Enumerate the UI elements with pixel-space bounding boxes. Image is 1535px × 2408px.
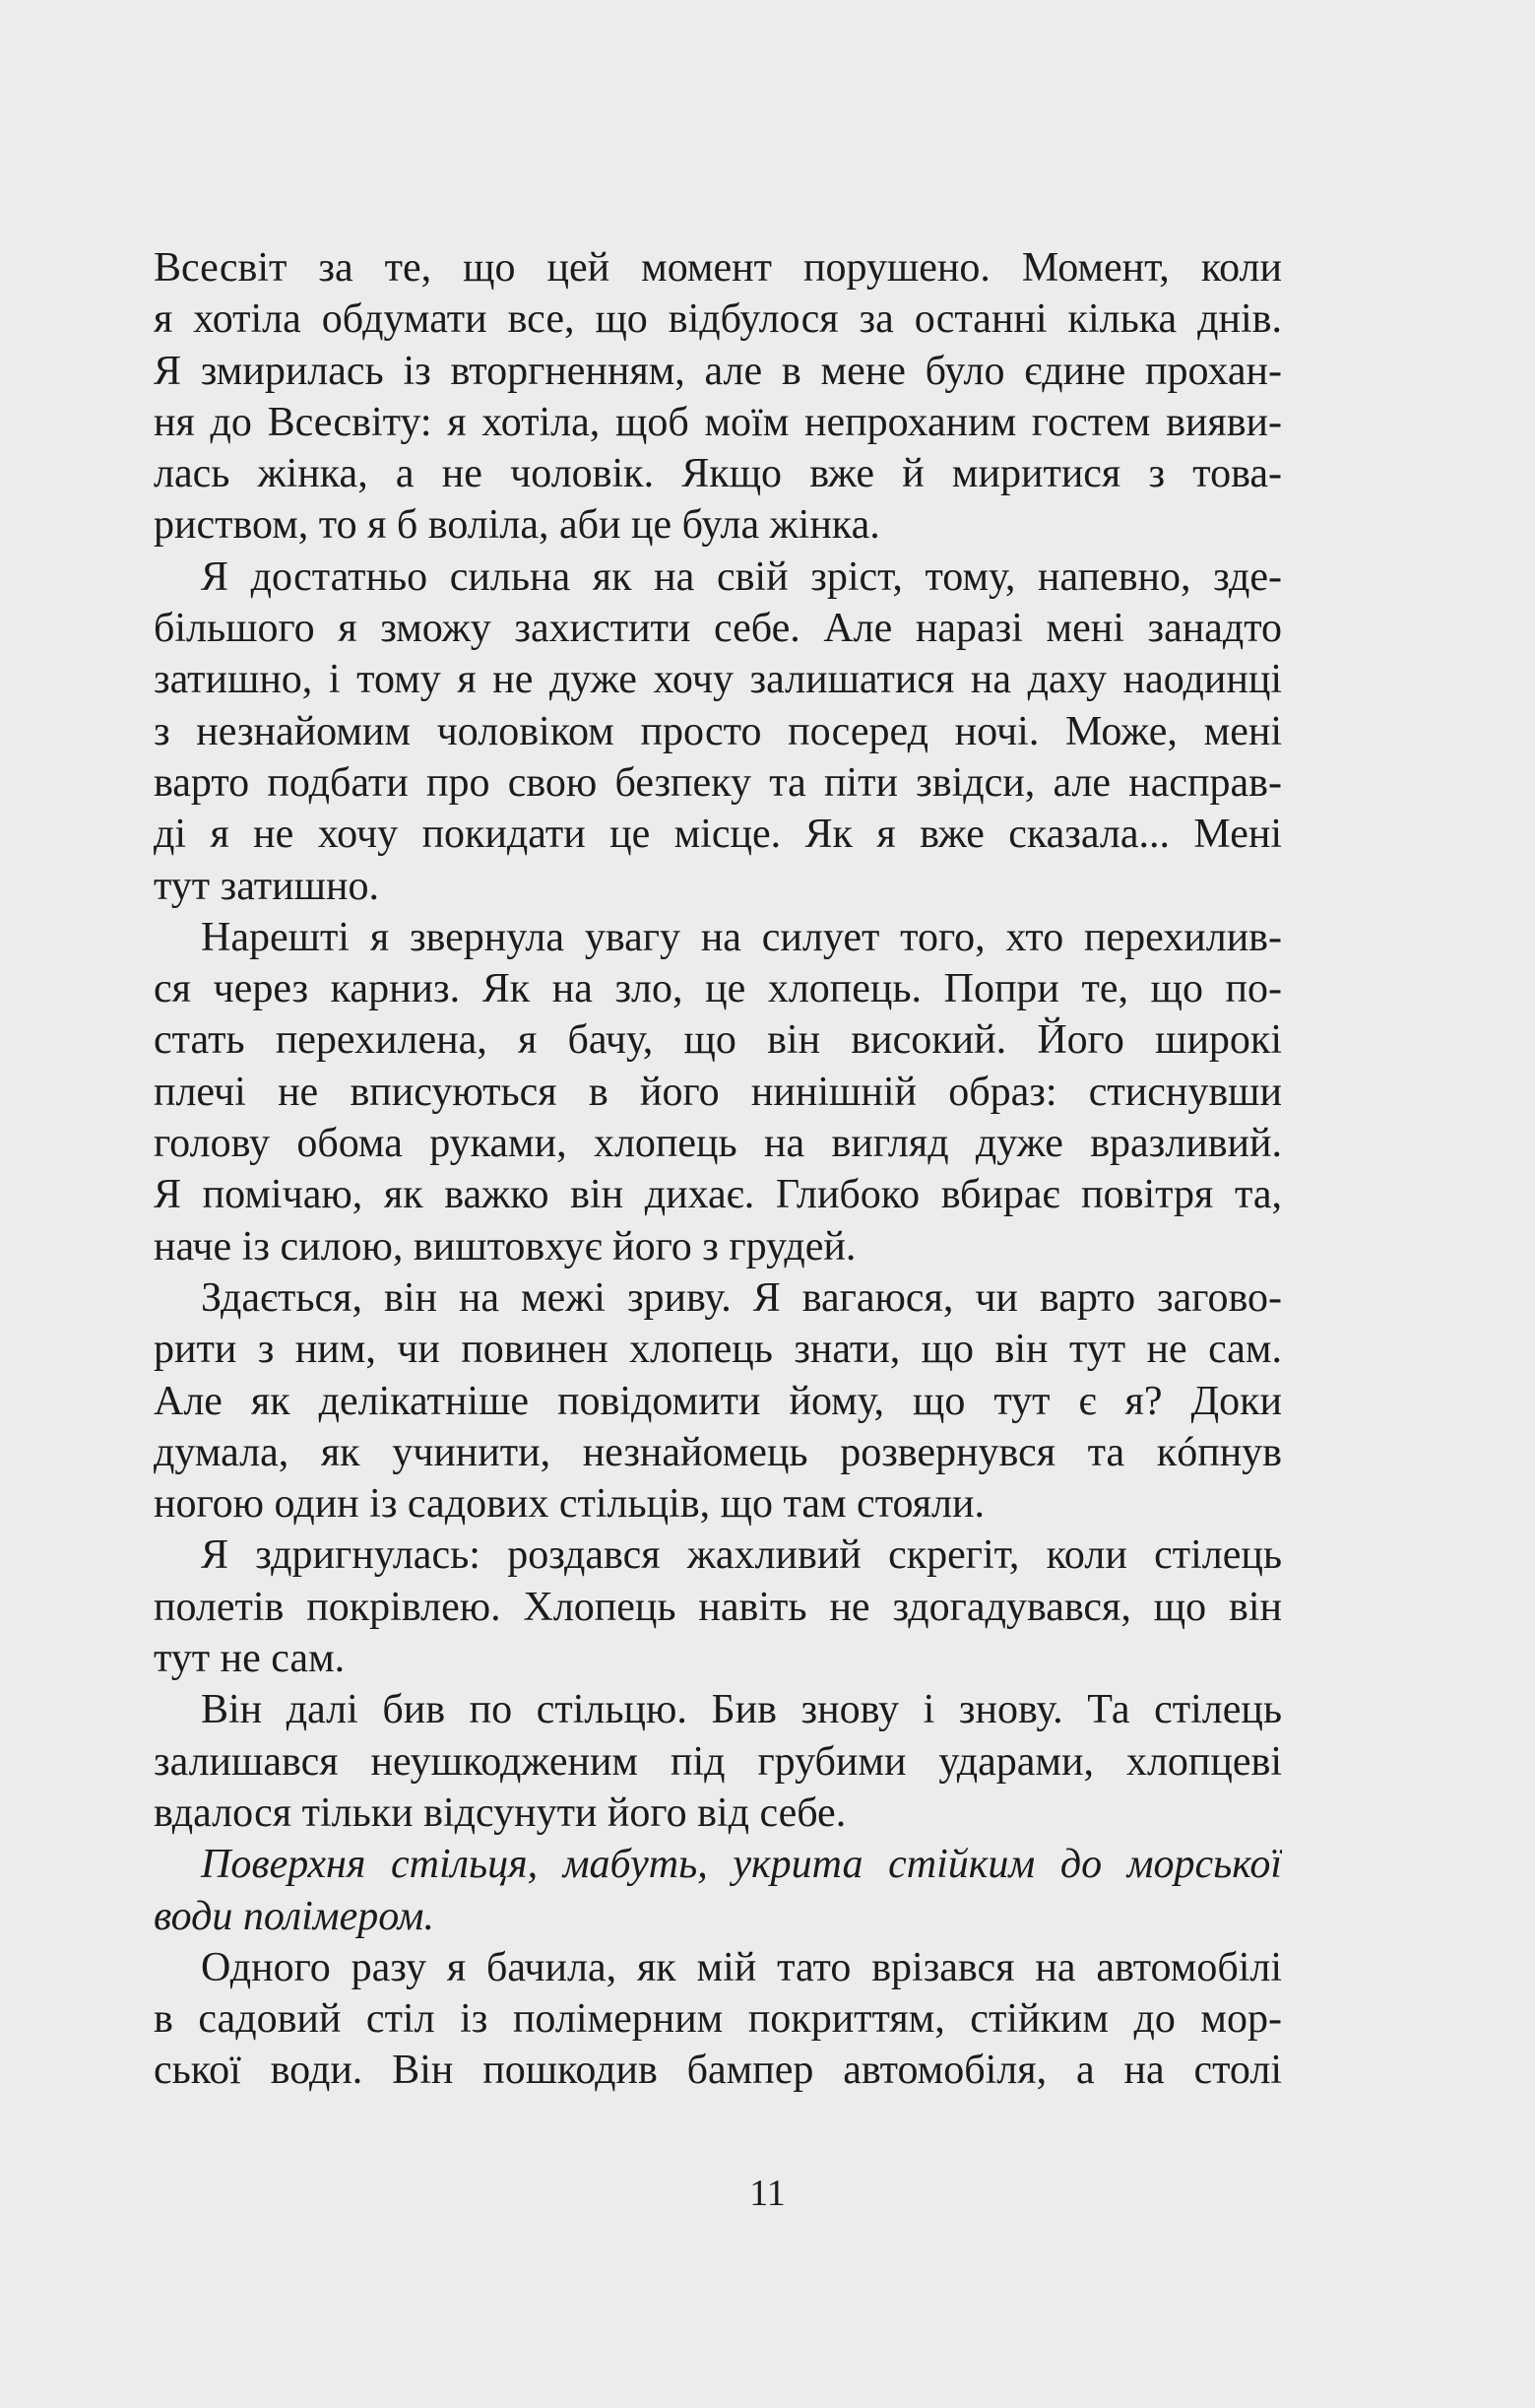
text-line: Здається, він на межі зриву. Я вагаюся, чи варто загово-	[201, 1274, 1282, 1321]
text-line: риством, то я б воліла, аби це була жінка.	[154, 502, 880, 549]
text-line: залишався неушкодженим під грубими ударами, хлопцеві	[154, 1738, 1282, 1785]
text-line: затишно, і тому я не дуже хочу залишатися на даху наодинці	[154, 657, 1282, 703]
text-line: думала, як учинити, незнайомець розвернувся та кóпнув	[154, 1429, 1282, 1475]
body-text	[154, 242, 1282, 2097]
text-line: я хотіла обдумати все, що відбулося за останні кілька днів.	[154, 296, 1282, 343]
text-line: Він далі бив по стільцю. Бив знову і знову. Та стілець	[201, 1687, 1282, 1733]
text-line: голову обома руками, хлопець на вигляд дуже вразливий.	[154, 1121, 1282, 1167]
text-line: вдалося тільки відсунути його від себе.	[154, 1790, 847, 1836]
text-line: ня до Всесвіту: я хотіла, щоб моїм непроханим гостем вияви-	[154, 399, 1282, 445]
text-line: води полімером.	[154, 1893, 434, 1939]
page-number: 11	[749, 2173, 786, 2214]
text-line: ської води. Він пошкодив бампер автомобіля, а на столі	[154, 2048, 1282, 2094]
text-line: ді я не хочу покидати це місце. Як я вже сказала... Мені	[154, 812, 1282, 858]
text-line: Я помічаю, як важко він дихає. Глибоко вбирає повітря та,	[154, 1172, 1282, 1218]
text-line: більшого я зможу захистити себе. Але наразі мені занадто	[154, 606, 1282, 652]
text-line: тут затишно.	[154, 863, 379, 909]
text-line: варто подбати про свою безпеку та піти звідси, але насправ-	[154, 759, 1282, 806]
text-line: Нарешті я звернула увагу на силует того, хто перехилив-	[201, 914, 1282, 960]
text-line: наче із силою, виштовхує його з грудей.	[154, 1223, 857, 1269]
text-line: з незнайомим чоловіком просто посеред ночі. Може, мені	[154, 708, 1282, 754]
text-line: Я змирилась із вторгненням, але в мене було єдине прохан-	[154, 348, 1282, 394]
text-line: лась жінка, а не чоловік. Якщо вже й миритися з това-	[154, 451, 1282, 497]
text-line: полетів покрівлею. Хлопець навіть не здогадувався, що він	[154, 1584, 1282, 1630]
text-line: Я достатньо сильна як на свій зріст, тому, напевно, зде-	[201, 553, 1282, 600]
text-line: Але як делікатніше повідомити йому, що тут є я? Доки	[154, 1378, 1282, 1424]
text-line: стать перехилена, я бачу, що він високий. Його широкі	[154, 1017, 1282, 1064]
text-line: тут не сам.	[154, 1636, 346, 1682]
text-line: ся через карниз. Як на зло, це хлопець. Попри те, що по-	[154, 966, 1282, 1012]
text-line: рити з ним, чи повинен хлопець знати, що він тут не сам.	[154, 1327, 1282, 1373]
text-line: ногою один із садових стільців, що там стояли.	[154, 1481, 985, 1528]
text-line: плечі не вписуються в його нинішній образ: стиснувши	[154, 1069, 1282, 1115]
text-line: Поверхня стільця, мабуть, укрита стійким до морської	[201, 1842, 1282, 1888]
text-line: Всесвіт за те, що цей момент порушено. Момент, коли	[154, 245, 1282, 291]
text-line: Одного разу я бачила, як мій тато врізався на автомобілі	[201, 1944, 1282, 1990]
text-line: в садовий стіл із полімерним покриттям, стійким до мор-	[154, 1996, 1282, 2043]
text-line: Я здригнулась: роздався жахливий скрегіт, коли стілець	[201, 1532, 1282, 1579]
